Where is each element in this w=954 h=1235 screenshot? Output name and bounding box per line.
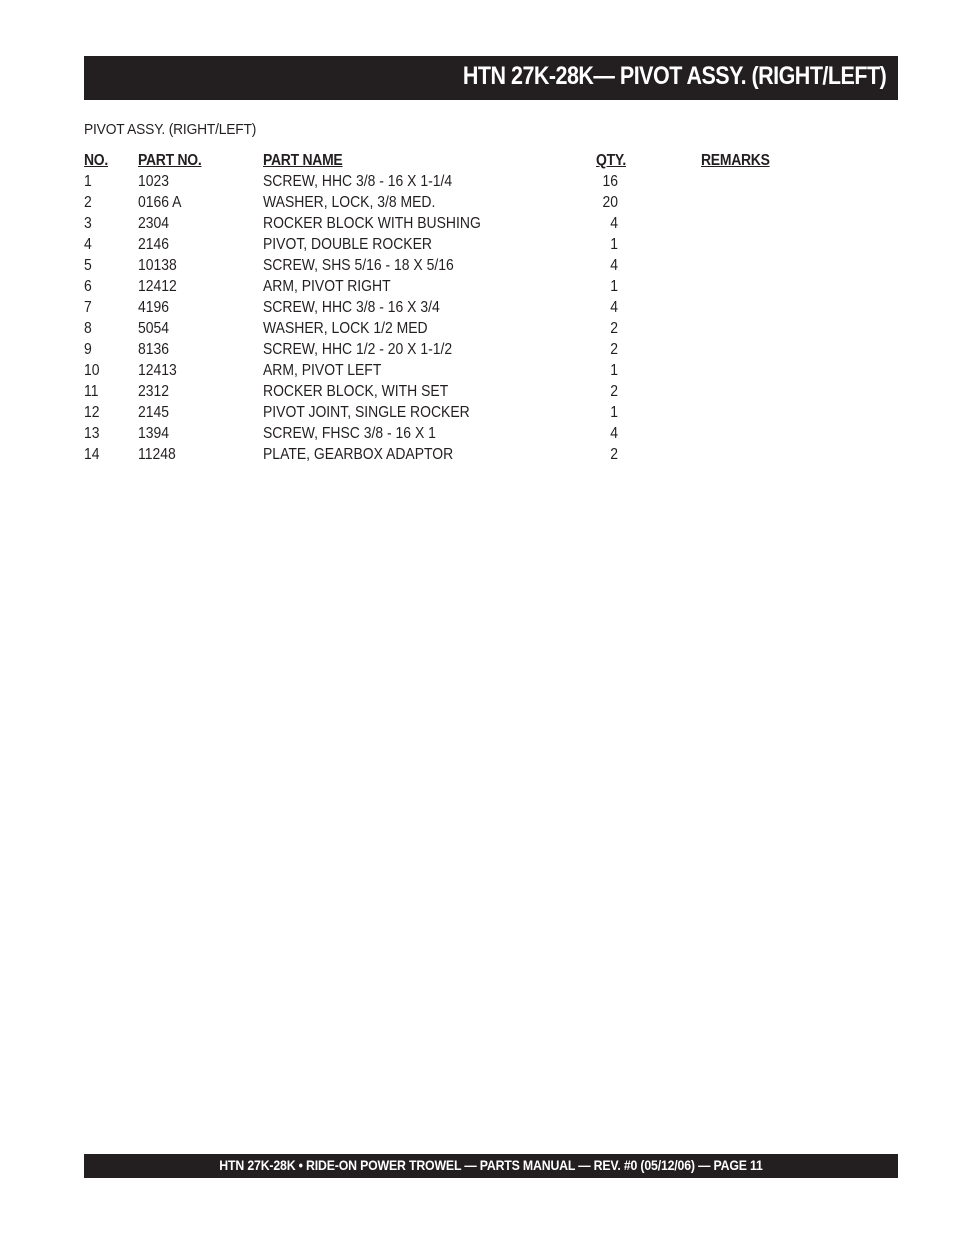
table-row	[84, 318, 884, 339]
cell-part-no: 12412	[138, 278, 177, 295]
cell-part-name: ARM, PIVOT RIGHT	[263, 278, 391, 295]
cell-qty: 2	[610, 446, 618, 463]
cell-qty: 4	[610, 215, 618, 232]
cell-part-name: WASHER, LOCK 1/2 MED	[263, 320, 428, 337]
cell-part-no: 1394	[138, 425, 170, 442]
page-footer-bar	[84, 1154, 898, 1178]
cell-no: 9	[84, 341, 92, 358]
cell-part-name: PIVOT JOINT, SINGLE ROCKER	[263, 404, 470, 421]
cell-part-name: SCREW, SHS 5/16 - 18 X 5/16	[263, 257, 454, 274]
cell-part-name: PLATE, GEARBOX ADAPTOR	[263, 446, 454, 463]
table-row	[84, 255, 884, 276]
cell-qty: 2	[610, 383, 618, 400]
table-row	[84, 234, 884, 255]
cell-part-name: ARM, PIVOT LEFT	[263, 362, 382, 379]
cell-qty: 2	[610, 341, 618, 358]
cell-part-name: SCREW, HHC 1/2 - 20 X 1-1/2	[263, 341, 453, 358]
table-row	[84, 444, 884, 465]
cell-part-no: 2145	[138, 404, 170, 421]
cell-part-no: 0166 A	[138, 194, 182, 211]
cell-no: 2	[84, 194, 92, 211]
cell-qty: 1	[610, 278, 618, 295]
cell-part-no: 2312	[138, 383, 170, 400]
cell-qty: 20	[602, 194, 618, 211]
cell-qty: 4	[610, 257, 618, 274]
table-body	[84, 171, 884, 465]
column-header-no: NO.	[84, 152, 109, 169]
cell-no: 7	[84, 299, 92, 316]
column-header-part-no: PART NO.	[138, 152, 202, 169]
cell-part-no: 4196	[138, 299, 170, 316]
table-row	[84, 360, 884, 381]
cell-no: 13	[84, 425, 100, 442]
cell-part-name: WASHER, LOCK, 3/8 MED.	[263, 194, 436, 211]
cell-qty: 1	[610, 236, 618, 253]
column-header-qty: QTY.	[596, 152, 626, 169]
table-row	[84, 276, 884, 297]
page-header-bar	[84, 56, 898, 100]
cell-no: 8	[84, 320, 92, 337]
table-header-row	[84, 150, 884, 171]
table-row	[84, 297, 884, 318]
table-row	[84, 171, 884, 192]
cell-part-name: SCREW, FHSC 3/8 - 16 X 1	[263, 425, 436, 442]
column-header-remarks: REMARKS	[701, 152, 770, 169]
cell-part-no: 10138	[138, 257, 177, 274]
page-title: HTN 27K-28K— PIVOT ASSY. (RIGHT/LEFT)	[462, 62, 886, 90]
cell-part-name: SCREW, HHC 3/8 - 16 X 1-1/4	[263, 173, 453, 190]
table-row	[84, 381, 884, 402]
column-header-part-name: PART NAME	[263, 152, 343, 169]
cell-part-no: 12413	[138, 362, 177, 379]
cell-part-no: 11248	[138, 446, 176, 463]
cell-no: 10	[84, 362, 100, 379]
cell-no: 6	[84, 278, 92, 295]
cell-no: 1	[84, 173, 92, 190]
cell-no: 12	[84, 404, 100, 421]
cell-part-no: 1023	[138, 173, 170, 190]
cell-no: 4	[84, 236, 92, 253]
cell-part-no: 2146	[138, 236, 170, 253]
cell-part-name: ROCKER BLOCK WITH BUSHING	[263, 215, 481, 232]
cell-qty: 4	[610, 299, 618, 316]
section-label: PIVOT ASSY. (RIGHT/LEFT)	[84, 121, 257, 138]
table-row	[84, 402, 884, 423]
cell-no: 14	[84, 446, 100, 463]
cell-part-no: 5054	[138, 320, 170, 337]
cell-qty: 4	[610, 425, 618, 442]
cell-qty: 1	[610, 362, 618, 379]
cell-qty: 1	[610, 404, 618, 421]
table-row	[84, 339, 884, 360]
cell-part-name: PIVOT, DOUBLE ROCKER	[263, 236, 432, 253]
table-row	[84, 213, 884, 234]
cell-part-name: SCREW, HHC 3/8 - 16 X 3/4	[263, 299, 440, 316]
parts-table	[84, 150, 884, 465]
page-footer-text: HTN 27K-28K • RIDE-ON POWER TROWEL — PARTS MANUAL — REV. #0 (05/12/06) — PAGE 11	[219, 1157, 763, 1173]
table-row	[84, 423, 884, 444]
cell-part-name: ROCKER BLOCK, WITH SET	[263, 383, 449, 400]
cell-part-no: 8136	[138, 341, 170, 358]
cell-qty: 16	[602, 173, 618, 190]
cell-part-no: 2304	[138, 215, 170, 232]
cell-no: 3	[84, 215, 92, 232]
table-row	[84, 192, 884, 213]
cell-no: 5	[84, 257, 92, 274]
cell-no: 11	[84, 383, 99, 400]
cell-qty: 2	[610, 320, 618, 337]
